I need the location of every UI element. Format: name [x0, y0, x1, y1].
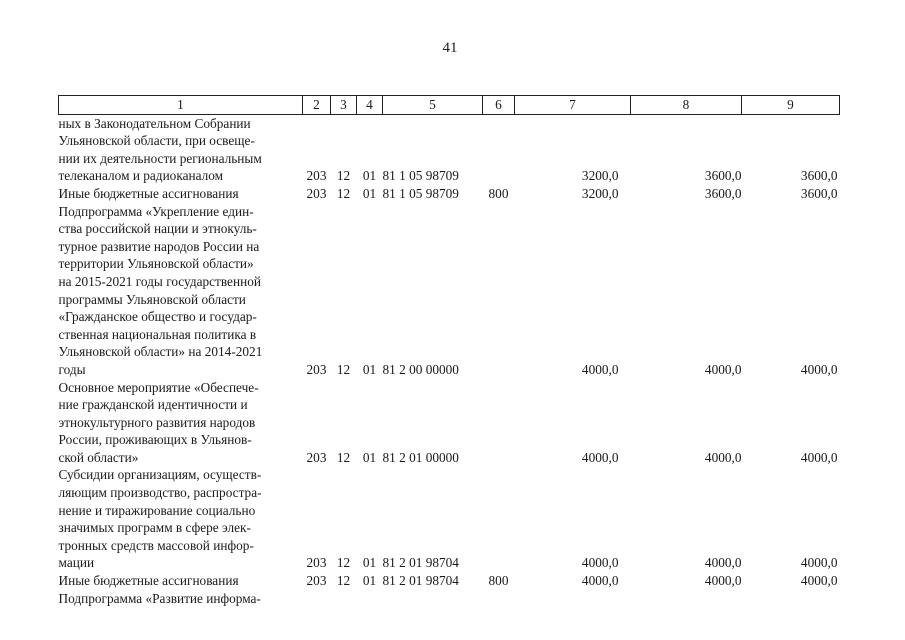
header-cell: 2	[303, 96, 331, 115]
expense-type-code	[483, 379, 515, 467]
target-article-code: 81 2 00 00000	[382, 361, 459, 377]
table-row	[59, 114, 840, 185]
target-article-code: 81 2 01 98704	[382, 555, 459, 571]
row-name-line: Ульяновской области» на 2014-2021	[58, 344, 263, 360]
row-name-line: турное развитие народов России на	[58, 238, 260, 254]
header-row	[59, 96, 840, 115]
row-name-line: ской области»	[58, 449, 139, 465]
header-cell: 8	[631, 96, 742, 115]
code-column-3	[331, 590, 357, 608]
header-cell: 4	[357, 96, 383, 115]
amount-column-8	[631, 590, 742, 608]
code-column-4: 01	[362, 555, 377, 571]
amount-column-8: 3600,0	[704, 168, 742, 184]
code-column-3: 12	[336, 449, 351, 465]
amount-column-9: 4000,0	[800, 573, 838, 589]
header-cell: 9	[742, 96, 840, 115]
row-name-line: Подпрограмма «Укрепление един-	[58, 203, 254, 219]
amount-column-8: 4000,0	[704, 573, 742, 589]
amount-column-7: 4000,0	[581, 555, 619, 571]
code-column-4: 01	[362, 573, 377, 589]
amount-column-8: 3600,0	[704, 185, 742, 201]
table-body	[59, 114, 840, 607]
expense-type-code	[483, 114, 515, 185]
table-row	[59, 185, 840, 203]
code-column-3: 12	[336, 185, 351, 201]
amount-column-7: 4000,0	[581, 449, 619, 465]
code-column-4: 01	[362, 185, 377, 201]
row-name-line: «Гражданское общество и государ-	[58, 309, 257, 325]
amount-column-7: 4000,0	[581, 361, 619, 377]
code-column-4: 01	[362, 168, 377, 184]
table-row	[59, 379, 840, 467]
row-name-line: телеканалом и радиоканалом	[58, 168, 224, 184]
header-cell: 5	[383, 96, 483, 115]
target-article-code: 81 2 01 98704	[382, 573, 459, 589]
table-row	[59, 572, 840, 590]
amount-column-9: 3600,0	[800, 185, 838, 201]
table-row	[59, 203, 840, 379]
amount-column-9: 3600,0	[800, 168, 838, 184]
row-name	[59, 466, 303, 572]
row-name	[59, 203, 303, 379]
code-column-2: 203	[306, 185, 327, 201]
amount-column-8: 4000,0	[704, 449, 742, 465]
row-name-line: программы Ульяновской области	[58, 291, 246, 307]
code-column-4: 01	[362, 449, 377, 465]
amount-column-9: 4000,0	[800, 449, 838, 465]
header-cell: 7	[515, 96, 631, 115]
row-name	[59, 572, 303, 590]
code-column-2: 203	[306, 168, 327, 184]
amount-column-7: 4000,0	[581, 573, 619, 589]
code-column-3: 12	[336, 555, 351, 571]
row-name	[59, 379, 303, 467]
row-name-line: тронных средств массовой инфор-	[58, 537, 254, 553]
target-article-code	[383, 590, 483, 608]
table-row	[59, 466, 840, 572]
expense-type-code	[483, 590, 515, 608]
row-name-line: Подпрограмма «Развитие информа-	[58, 590, 261, 606]
code-column-3: 12	[336, 573, 351, 589]
page-number: 41	[442, 40, 458, 56]
amount-column-9	[742, 590, 840, 608]
row-name-line: Ульяновской области, при освеще-	[58, 133, 255, 149]
code-column-2: 203	[306, 573, 327, 589]
expense-type-code	[483, 203, 515, 379]
row-name-line: годы	[58, 361, 86, 377]
row-name-line: ние гражданской идентичности и	[58, 397, 248, 413]
row-name-line: Иные бюджетные ассигнования	[58, 573, 239, 589]
row-name-line: нии их деятельности региональным	[58, 150, 262, 166]
row-name-line: ственная национальная политика в	[58, 326, 257, 342]
code-column-2: 203	[306, 361, 327, 377]
row-name-line: Иные бюджетные ассигнования	[58, 185, 239, 201]
row-name-line: мации	[58, 555, 95, 571]
row-name-line: ства российской нации и этнокуль-	[58, 221, 257, 237]
amount-column-8: 4000,0	[704, 361, 742, 377]
row-name	[59, 185, 303, 203]
row-name-line: Основное мероприятие «Обеспече-	[58, 379, 259, 395]
row-name-line: Субсидии организациям, осуществ-	[58, 467, 262, 483]
amount-column-7: 3200,0	[581, 185, 619, 201]
target-article-code: 81 1 05 98709	[382, 185, 459, 201]
row-name-line: России, проживающих в Ульянов-	[58, 432, 252, 448]
expense-type-code	[483, 466, 515, 572]
code-column-4: 01	[362, 361, 377, 377]
header-cell: 1	[59, 96, 303, 115]
header-cell: 6	[483, 96, 515, 115]
budget-table	[58, 95, 840, 607]
code-column-4	[357, 590, 383, 608]
row-name-line: значимых программ в сфере элек-	[58, 520, 251, 536]
expense-type-code: 800	[488, 185, 509, 201]
row-name-line: этнокультурного развития народов	[58, 414, 256, 430]
amount-column-9: 4000,0	[800, 361, 838, 377]
amount-column-7	[515, 590, 631, 608]
header-cell: 3	[331, 96, 357, 115]
row-name	[59, 114, 303, 185]
target-article-code: 81 2 01 00000	[382, 449, 459, 465]
amount-column-8: 4000,0	[704, 555, 742, 571]
code-column-2: 203	[306, 449, 327, 465]
code-column-2	[303, 590, 331, 608]
target-article-code: 81 1 05 98709	[382, 168, 459, 184]
row-name-line: на 2015-2021 годы государственной	[58, 273, 261, 289]
amount-column-9: 4000,0	[800, 555, 838, 571]
row-name-line: ляющим производство, распростра-	[58, 485, 262, 501]
row-name-line: нение и тиражирование социально	[58, 502, 256, 518]
expense-type-code: 800	[488, 573, 509, 589]
code-column-2: 203	[306, 555, 327, 571]
code-column-3: 12	[336, 168, 351, 184]
code-column-3: 12	[336, 361, 351, 377]
row-name-line: ных в Законодательном Собрании	[58, 115, 251, 131]
amount-column-7: 3200,0	[581, 168, 619, 184]
row-name	[59, 590, 303, 608]
row-name-line: территории Ульяновской области»	[58, 256, 254, 272]
table-row	[59, 590, 840, 608]
